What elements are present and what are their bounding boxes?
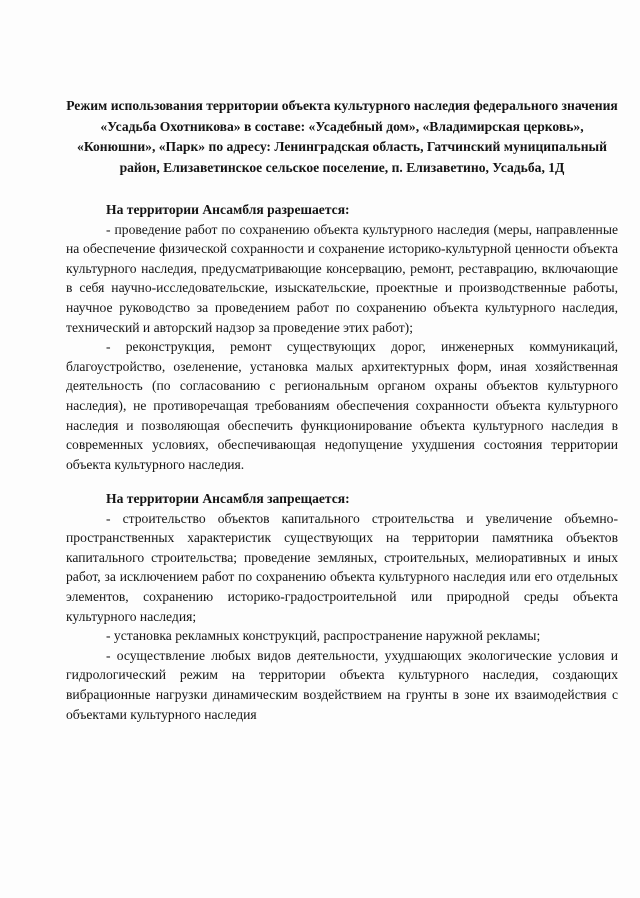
permitted-section bbox=[66, 200, 618, 474]
permitted-item: - проведение работ по сохранению объекта культурного наследия (меры, направленные на обеспечение физической сохранности и сохранение историко-культурной ценности объекта культурного наследия, предусматривающие консервацию, ремонт, реставрацию, включающие в себя научно-исследовательские, изыскательские, проектные и производственные работы, научное руководство за проведением работ по сохранению объекта культурного наследия, технический и авторский надзор за проведение этих работ); bbox=[66, 221, 618, 335]
prohibited-item: - осуществление любых видов деятельности, ухудшающих экологические условия и гидрологический режим на территории объекта культурного наследия, создающих вибрационные нагрузки динамическим воздействием на грунты в зоне их взаимодействия с объектами культурного наследия bbox=[66, 647, 618, 722]
permitted-heading: На территории Ансамбля разрешается: bbox=[106, 202, 350, 217]
prohibited-item: - установка рекламных конструкций, распространение наружной рекламы; bbox=[106, 628, 541, 644]
prohibited-section bbox=[66, 489, 618, 724]
permitted-item: - реконструкция, ремонт существующих дорог, инженерных коммуникаций, благоустройство, озеленение, установка малых архитектурных форм, иная хозяйственная деятельность (по согласованию с региональным органом охраны объектов культурного наследия), не противоречащая требованиям обеспечения сохранности объекта культурного наследия и позволяющая обеспечить функционирование объекта культурного наследия в современных условиях, обеспечивающая недопущение ухудшения состояния территории объекта культурного наследия. bbox=[66, 339, 618, 472]
prohibited-heading: На территории Ансамбля запрещается: bbox=[106, 491, 350, 506]
document-title: Режим использования территории объекта культурного наследия федерального значения «Усадьба Охотникова» в составе: «Усадебный дом», «Владимирская церковь», «Конюшни», «Парк» по адресу: Ленинградская область, Гатчинский муниципальный район, Елизаветинское сельское поселение, п. Елизаветино, Усадьба, 1Д bbox=[66, 98, 618, 175]
prohibited-item: - строительство объектов капитального строительства и увеличение объемно-пространственных характеристик существующих на территории памятника объектов капитального строительства; проведение земляных, строительных, мелиоративных и иных работ, за исключением работ по сохранению объекта культурного наследия или его отдельных элементов, сохранению историко-градостроительной или природной среды объекта культурного наследия; bbox=[66, 510, 618, 624]
